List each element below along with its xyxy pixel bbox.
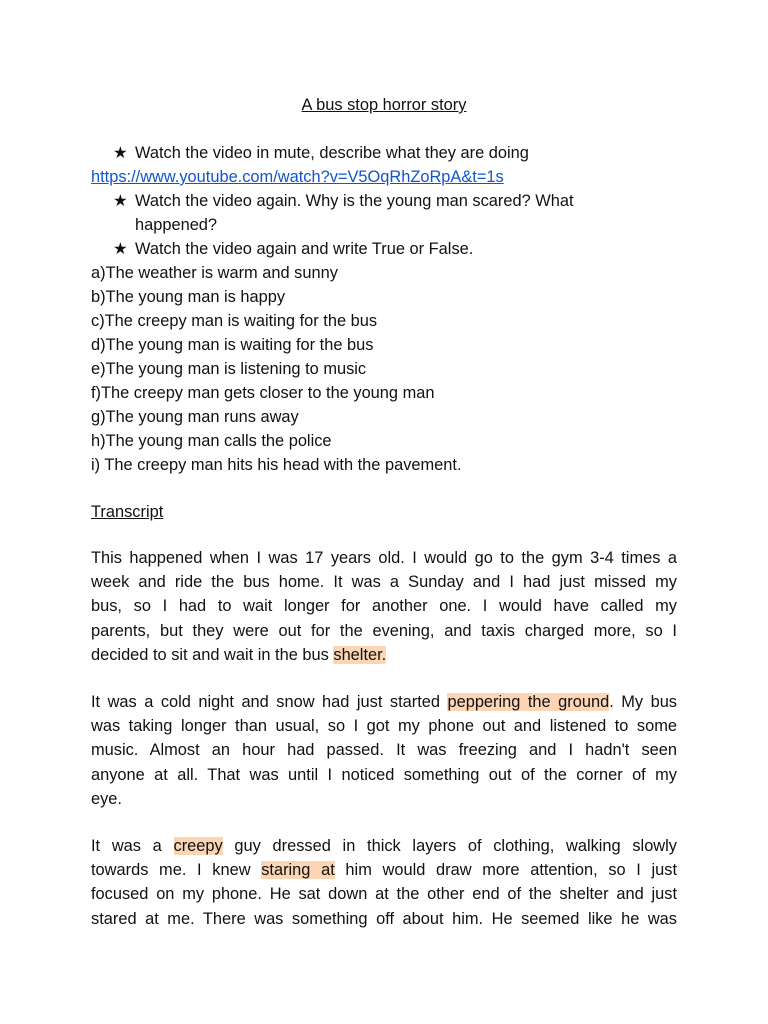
- task-2-text-line-2: happened?: [135, 216, 218, 234]
- task-3: [113, 237, 473, 261]
- paragraph-line: stared at me. There was something off about him. He seemed like he was: [91, 909, 677, 928]
- paragraph-line: [91, 858, 677, 882]
- paragraph-line: This happened when I was 17 years old. I would go to the gym 3-4 times a: [91, 549, 677, 567]
- statement-h: h)The young man calls the police: [91, 432, 332, 450]
- transcript-paragraph-2: [91, 690, 677, 811]
- star-bullet-icon: ★: [113, 192, 128, 210]
- paragraph-line: [91, 834, 677, 858]
- statement-g: g)The young man runs away: [91, 408, 299, 426]
- highlighted-phrase: peppering the ground: [447, 693, 610, 711]
- statement-a: a)The weather is warm and sunny: [91, 264, 338, 282]
- paragraph-line: was taking longer than usual, so I got my phone out and listened to some: [91, 717, 677, 736]
- paragraph-line: focused on my phone. He sat down at the other end of the shelter and just: [91, 885, 677, 904]
- statement-f: f)The creepy man gets closer to the young man: [91, 384, 435, 402]
- highlighted-word: creepy: [173, 837, 223, 855]
- paragraph-text: It was a cold night and snow had just started: [91, 693, 448, 711]
- paragraph-line: [91, 643, 677, 667]
- statement-i: i) The creepy man hits his head with the pavement.: [91, 456, 462, 474]
- document-title: A bus stop horror story: [301, 96, 467, 114]
- video-link-line: [91, 165, 504, 189]
- paragraph-line: parents, but they were out for the evening, and taxis charged more, so I: [91, 621, 677, 640]
- transcript-heading: Transcript: [91, 503, 164, 521]
- paragraph-text: . My bus: [609, 693, 677, 711]
- statement-b: b)The young man is happy: [91, 288, 286, 306]
- highlighted-word: shelter.: [333, 645, 387, 664]
- statement-d: d)The young man is waiting for the bus: [91, 336, 374, 354]
- statement-c: c)The creepy man is waiting for the bus: [91, 312, 378, 330]
- statement-e: e)The young man is listening to music: [91, 360, 367, 378]
- star-bullet-icon: ★: [113, 240, 128, 258]
- paragraph-text: guy dressed in thick layers of clothing, walking slowly: [222, 837, 677, 855]
- paragraph-line: anyone at all. That was until I noticed something out of the corner of my: [91, 765, 677, 784]
- transcript-paragraph-3: [91, 834, 677, 931]
- paragraph-text: him would draw more attention, so I just: [334, 861, 678, 880]
- paragraph-line: [91, 690, 677, 714]
- paragraph-text: decided to sit and wait in the bus: [91, 645, 334, 664]
- paragraph-line: eye.: [91, 789, 122, 808]
- task-1-text: Watch the video in mute, describe what they are doing: [135, 144, 529, 162]
- video-link[interactable]: https://www.youtube.com/watch?v=V5OqRhZoRpA&t=1s: [91, 168, 504, 186]
- paragraph-line: week and ride the bus home. It was a Sunday and I had just missed my: [91, 573, 677, 592]
- task-3-text: Watch the video again and write True or False.: [135, 240, 474, 258]
- paragraph-text: towards me. I knew: [91, 861, 262, 880]
- highlighted-phrase: staring at: [261, 861, 335, 880]
- task-2-text-line-1: Watch the video again. Why is the young man scared? What: [135, 192, 574, 210]
- paragraph-line: bus, so I had to wait longer for another one. I would have called my: [91, 597, 677, 616]
- task-1: [113, 141, 529, 165]
- star-bullet-icon: ★: [113, 144, 128, 162]
- paragraph-text: It was a: [91, 837, 174, 855]
- transcript-paragraph-1: [91, 546, 677, 667]
- paragraph-line: music. Almost an hour had passed. It was freezing and I hadn't seen: [91, 741, 677, 760]
- task-2: [113, 189, 574, 213]
